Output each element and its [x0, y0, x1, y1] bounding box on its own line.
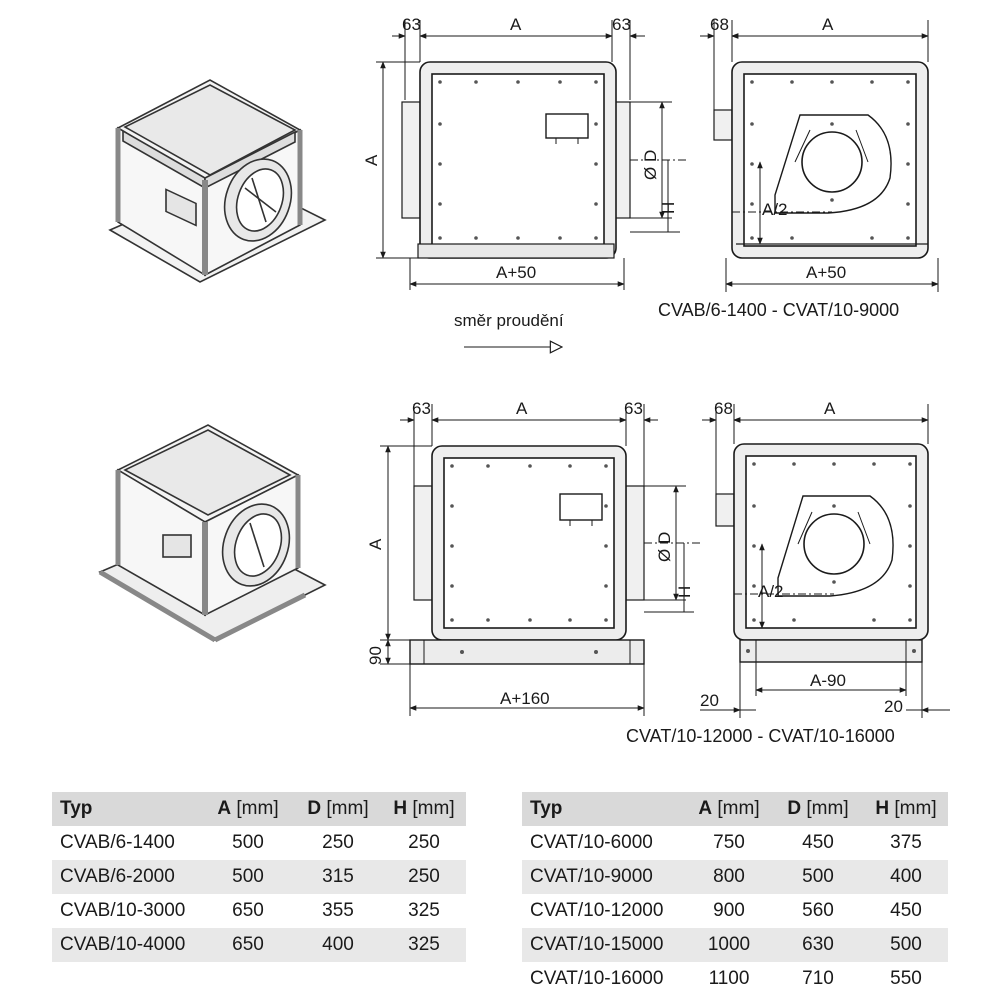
dim-bottom-front-base: 90 — [366, 646, 385, 665]
dim-bottom-front-height: A — [366, 538, 385, 550]
cell-a: 900 — [713, 900, 745, 921]
dim-bottom-front-width: A — [516, 399, 528, 418]
front-view-bottom — [380, 404, 700, 716]
cell-h: 250 — [408, 832, 440, 853]
cell-typ: CVAB/10-3000 — [60, 900, 186, 921]
cell-a: 1000 — [686, 928, 772, 962]
dim-top-front-diameter: Ø D — [641, 149, 660, 180]
header-a: A [mm] — [202, 792, 294, 826]
cell-a: 1100 — [708, 968, 750, 989]
header-h: H [mm] — [382, 792, 466, 826]
dim-top-side-half: A/2 — [762, 200, 788, 219]
table-row — [522, 894, 948, 928]
dim-bottom-side-left-gap: 20 — [700, 691, 719, 710]
cell-a: 800 — [686, 860, 772, 894]
cell-a: 650 — [202, 928, 294, 962]
dim-bottom-front-right: 63 — [624, 399, 643, 418]
header-h: H [mm] — [864, 792, 948, 826]
header-d: D [mm] — [294, 792, 382, 826]
cell-d: 400 — [294, 928, 382, 962]
cell-h: 500 — [864, 928, 948, 962]
cell-a: 500 — [232, 832, 264, 853]
cell-typ: CVAT/10-15000 — [522, 928, 686, 962]
dim-top-front-h: H — [659, 201, 678, 214]
cell-h: 325 — [408, 900, 440, 921]
cell-h: 400 — [864, 860, 948, 894]
caption-top: CVAB/6-1400 - CVAT/10-9000 — [658, 300, 900, 320]
table-row — [52, 860, 466, 894]
table-row — [52, 928, 466, 962]
dim-top-front-bottom: A+50 — [496, 263, 537, 282]
table-row — [52, 894, 466, 928]
dim-top-side-offset: 68 — [710, 15, 729, 34]
spec-table-cvab — [52, 792, 466, 962]
cell-d: 630 — [772, 928, 864, 962]
table-row — [522, 860, 948, 894]
cell-typ: CVAB/6-2000 — [52, 860, 202, 894]
dim-bottom-side-width: A — [824, 399, 836, 418]
dim-top-front-width: A — [510, 15, 522, 34]
cell-h: 550 — [890, 968, 922, 989]
dim-bottom-side-half: A/2 — [758, 582, 784, 601]
dim-top-side-bottom: A+50 — [806, 263, 847, 282]
table-row — [522, 826, 948, 860]
dim-bottom-side-inner: A-90 — [810, 671, 846, 690]
header-d: D [mm] — [772, 792, 864, 826]
cell-typ: CVAB/6-1400 — [60, 832, 175, 853]
cell-typ: CVAB/10-4000 — [52, 928, 202, 962]
dim-top-side-width: A — [822, 15, 834, 34]
dim-bottom-front-bottom: A+160 — [500, 689, 550, 708]
cell-d: 450 — [802, 832, 834, 853]
cell-d: 500 — [772, 860, 864, 894]
table-row — [522, 962, 948, 996]
dim-bottom-side-right-gap: 20 — [884, 697, 903, 716]
header-typ: Typ — [522, 792, 686, 826]
cell-d: 250 — [322, 832, 354, 853]
side-view-top — [700, 20, 938, 292]
dim-bottom-front-h: H — [675, 585, 694, 598]
dim-top-front-right: 63 — [612, 15, 631, 34]
dim-bottom-front-diameter: Ø D — [655, 531, 674, 562]
table-header-row — [522, 792, 948, 826]
cell-d: 560 — [802, 900, 834, 921]
header-a: A [mm] — [686, 792, 772, 826]
cell-h: 325 — [382, 928, 466, 962]
cell-typ: CVAT/10-9000 — [522, 860, 686, 894]
cell-a: 500 — [202, 860, 294, 894]
cell-h: 250 — [382, 860, 466, 894]
header-typ: Typ — [52, 792, 202, 826]
table-row — [52, 826, 466, 860]
caption-bottom: CVAT/10-12000 - CVAT/10-16000 — [626, 726, 895, 746]
iso-view-cvat — [100, 425, 325, 640]
table-header-row — [52, 792, 466, 826]
dim-bottom-front-left: 63 — [412, 399, 431, 418]
cell-d: 710 — [802, 968, 834, 989]
dim-top-front-left: 63 — [402, 15, 421, 34]
table-row — [522, 928, 948, 962]
cell-typ: CVAT/10-12000 — [530, 900, 664, 921]
cell-a: 750 — [713, 832, 745, 853]
cell-a: 650 — [232, 900, 264, 921]
spec-table-cvat — [522, 792, 948, 996]
flow-direction-label: směr proudění — [454, 311, 564, 330]
cell-typ: CVAT/10-6000 — [530, 832, 653, 853]
cell-d: 355 — [322, 900, 354, 921]
dim-bottom-side-offset: 68 — [714, 399, 733, 418]
iso-view-cvab — [110, 80, 325, 282]
cell-h: 375 — [890, 832, 922, 853]
cell-d: 315 — [294, 860, 382, 894]
cell-typ: CVAT/10-16000 — [530, 968, 664, 989]
dim-top-front-height: A — [362, 154, 381, 166]
cell-h: 450 — [890, 900, 922, 921]
